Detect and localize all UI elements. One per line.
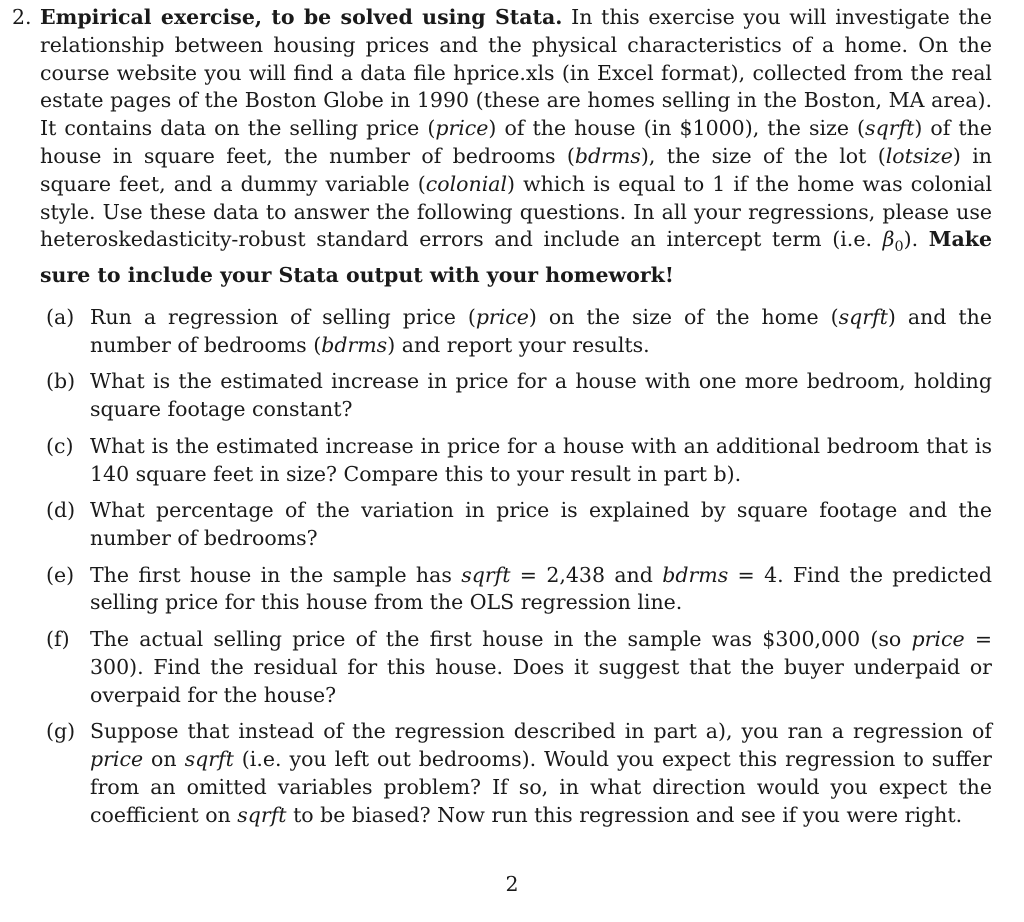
variable-name: sqrft: [237, 802, 287, 827]
question-item: [46, 497, 992, 553]
exercise-2: [12, 4, 992, 290]
exercise-intro: [40, 4, 992, 290]
intro-text: ) of the house (in $1000), the size (: [488, 116, 866, 141]
question-label: (c): [46, 433, 74, 458]
question-text-segment: to be biased? Now run this regression and see if you were right.: [286, 802, 963, 827]
question-text-segment: ) and report your results.: [387, 332, 650, 357]
question-text: [90, 626, 992, 709]
variable-name: price: [911, 626, 965, 651]
question-label: (f): [46, 626, 70, 651]
question-text: [90, 368, 992, 424]
beta-subscript: 0: [894, 239, 904, 256]
question-text-segment: ) and the number of bedrooms (: [90, 305, 992, 357]
question-text: [90, 718, 992, 829]
question-text-segment: = 2,438 and: [510, 562, 663, 587]
question-text-segment: What is the estimated increase in price for a house with one more bedroom, holding square footage constant?: [90, 369, 992, 422]
question-text-segment: ) on the size of the home (: [528, 305, 839, 329]
variable-name: bdrms: [574, 143, 641, 168]
question-text-segment: (i.e. you left out bedrooms). Would you expect this regression to suffer from an omitted variables problem? If so, in what direction would you expect the coefficient on: [90, 746, 992, 827]
variable-name: sqrft: [184, 746, 234, 771]
question-text-segment: What percentage of the variation in price is explained by square footage and the number of bedrooms?: [90, 498, 992, 550]
exercise-number: 2.: [12, 5, 32, 29]
beta-symbol: β: [882, 227, 895, 252]
question-text-segment: The actual selling price of the first house in the sample was $300,000 (so: [90, 626, 912, 651]
intro-text: In this exercise you will investigate the relationship between housing prices and the physical characteristics of a home. On the course website you will find a data file hprice.xls (in Excel format), collected from the real estate pages of the Boston Globe in 1990 (these are homes selling in the Boston, MA area). It contains data on the selling price (: [40, 5, 992, 141]
variable-name: price: [475, 305, 529, 329]
intro-text: ) of the house in square feet, the number of bedrooms (: [40, 116, 992, 168]
intro-text: ) in square feet, and a dummy variable (: [40, 143, 992, 196]
question-item: [46, 304, 992, 360]
question-text: [90, 497, 992, 553]
variable-name: bdrms: [321, 332, 388, 357]
variable-name: colonial: [425, 171, 508, 196]
variable-name: sqrft: [838, 305, 888, 329]
intro-text: ) which is equal to 1 if the home was colonial style. Use these data to answer the following questions. In all your regressions, please use heteroskedasticity-robust standard errors and include an intercept term (i.e.: [40, 171, 993, 252]
question-label: (d): [46, 498, 76, 523]
question-text: [90, 433, 992, 489]
variable-name: bdrms: [662, 562, 729, 587]
exercise-heading: Empirical exercise, to be solved using Stata.: [40, 5, 563, 29]
variable-name: sqrft: [461, 562, 511, 587]
variable-name: lotsize: [885, 143, 953, 168]
question-text: [90, 304, 992, 360]
question-text-segment: Suppose that instead of the regression described in part a), you ran a regression of: [90, 719, 992, 744]
question-text-segment: = 4. Find the predicted selling price for this house from the OLS regression line.: [90, 562, 992, 615]
question-item: [46, 718, 992, 829]
variable-name: price: [90, 746, 144, 771]
variable-name: price: [435, 116, 489, 141]
question-label: (e): [46, 562, 75, 587]
question-list: [46, 304, 992, 838]
question-text-segment: What is the estimated increase in price for a house with an additional bedroom that is 140 square feet in size? Compare this to your result in part b).: [90, 433, 992, 486]
question-label: (g): [46, 719, 76, 744]
question-text-segment: on: [143, 746, 185, 771]
question-item: [46, 368, 992, 424]
page-number: 2: [505, 872, 519, 896]
question-item: [46, 626, 992, 709]
question-text-segment: The first house in the sample has: [90, 562, 462, 587]
question-item: [46, 433, 992, 489]
question-text: [90, 562, 992, 618]
variable-name: sqrft: [865, 116, 915, 141]
question-item: [46, 562, 992, 618]
intro-text: ), the size of the lot (: [640, 143, 886, 168]
homework-emphasis: Make sure to include your Stata output with your homework!: [40, 227, 992, 288]
question-text-segment: = 300). Find the residual for this house. Does it suggest that the buyer underpaid or overpaid for the house?: [90, 626, 992, 707]
question-label: (b): [46, 369, 76, 394]
question-label: (a): [46, 305, 75, 329]
intro-text: ).: [903, 227, 929, 252]
question-text-segment: Run a regression of selling price (: [90, 305, 476, 329]
